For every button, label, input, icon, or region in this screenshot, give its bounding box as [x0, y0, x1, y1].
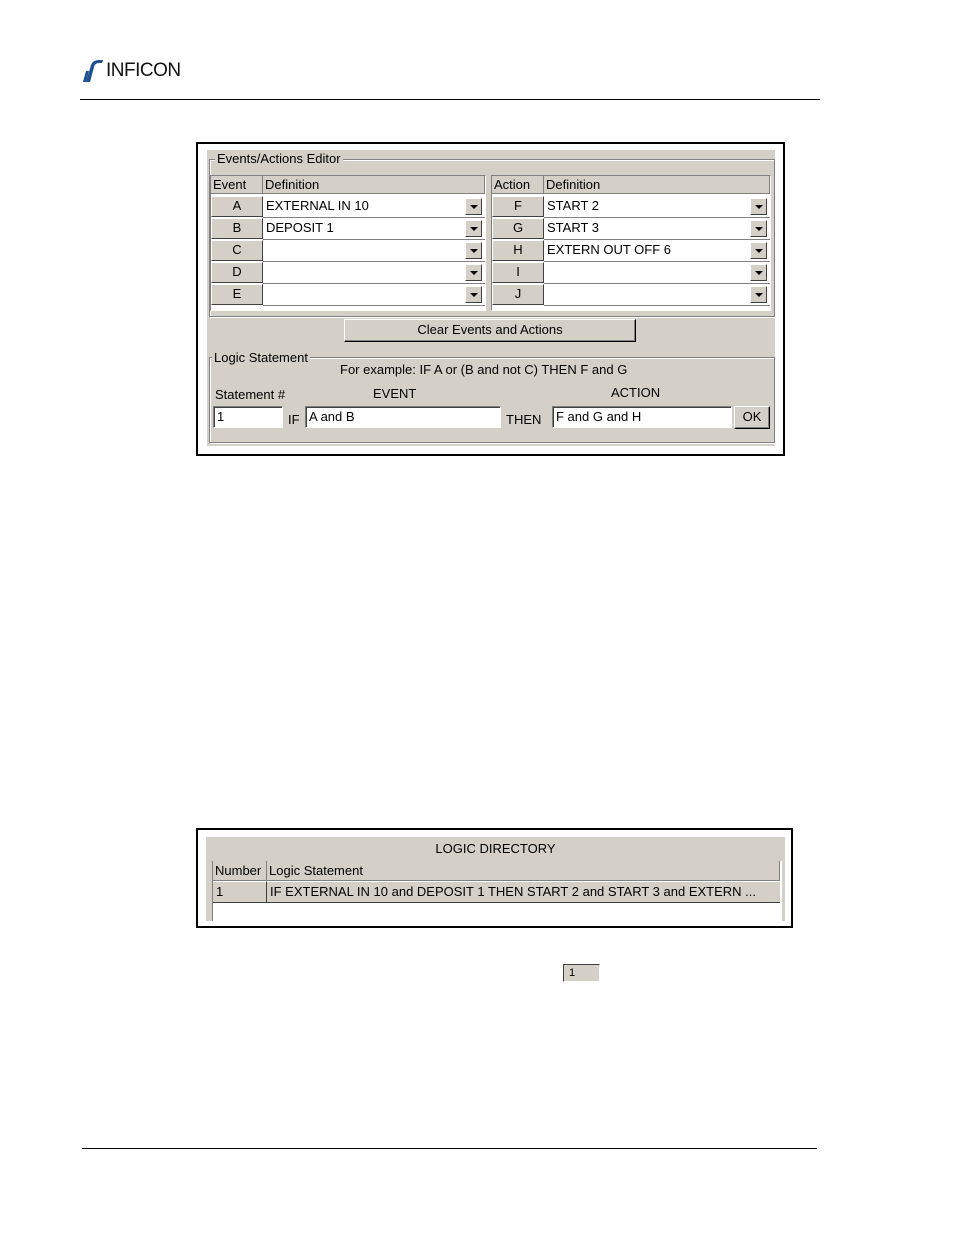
then-label: THEN: [506, 412, 542, 427]
chevron-down-icon[interactable]: [750, 264, 767, 281]
event-row-label[interactable]: C: [211, 240, 263, 261]
logic-statement-title: Logic Statement: [214, 350, 308, 365]
event-expression-input[interactable]: A and B: [305, 406, 501, 428]
logic-directory-table: [212, 861, 782, 921]
action-label: ACTION: [611, 385, 661, 400]
page-indicator: 1: [563, 964, 600, 982]
actions-col-action: Action: [492, 176, 544, 194]
chevron-down-icon[interactable]: [465, 242, 482, 259]
event-row-label[interactable]: A: [211, 196, 263, 217]
footer-rule: [82, 1148, 817, 1149]
inficon-logo-icon: [82, 59, 104, 83]
directory-row-number[interactable]: 1: [213, 881, 267, 903]
directory-col-number: Number: [213, 861, 267, 881]
event-label: EVENT: [373, 386, 417, 401]
statement-number-input[interactable]: 1: [213, 406, 283, 428]
action-definition-select[interactable]: [544, 262, 770, 284]
action-definition-select[interactable]: [544, 284, 770, 306]
chevron-down-icon[interactable]: [465, 286, 482, 303]
logic-directory-figure: [196, 828, 793, 928]
action-row-label[interactable]: J: [492, 284, 544, 305]
brand-name: INFICON: [106, 60, 181, 81]
action-row-label[interactable]: H: [492, 240, 544, 261]
action-definition-select[interactable]: EXTERN OUT OFF 6: [544, 240, 770, 262]
directory-row-statement[interactable]: IF EXTERNAL IN 10 and DEPOSIT 1 THEN START 2 and START 3 and EXTERN ...: [267, 881, 780, 903]
header-rule: [80, 99, 820, 100]
events-col-definition: Definition: [263, 176, 485, 194]
chevron-down-icon[interactable]: [750, 198, 767, 215]
statement-number-label: Statement #: [215, 387, 286, 402]
logic-example-text: For example: IF A or (B and not C) THEN F and G: [340, 362, 628, 377]
editor-group-title: Events/Actions Editor: [217, 151, 341, 166]
action-definition-select[interactable]: START 2: [544, 196, 770, 218]
chevron-down-icon[interactable]: [750, 242, 767, 259]
event-definition-select[interactable]: [263, 240, 485, 262]
events-col-event: Event: [211, 176, 263, 194]
action-row-label[interactable]: G: [492, 218, 544, 239]
logic-directory-title: LOGIC DIRECTORY: [435, 841, 556, 856]
logic-directory-window: [206, 837, 785, 921]
ok-button[interactable]: OK: [734, 406, 770, 429]
events-actions-editor-figure: [196, 142, 785, 456]
event-definition-select[interactable]: [263, 284, 485, 306]
actions-col-definition: Definition: [544, 176, 770, 194]
event-definition-select[interactable]: DEPOSIT 1: [263, 218, 485, 240]
actions-grid: [491, 175, 771, 311]
chevron-down-icon[interactable]: [465, 264, 482, 281]
action-definition-select[interactable]: START 3: [544, 218, 770, 240]
action-row-label[interactable]: F: [492, 196, 544, 217]
action-expression-input[interactable]: F and G and H: [552, 406, 732, 428]
event-definition-select[interactable]: [263, 262, 485, 284]
event-definition-select[interactable]: EXTERNAL IN 10: [263, 196, 485, 218]
events-grid: [210, 175, 486, 311]
chevron-down-icon[interactable]: [465, 198, 482, 215]
events-actions-editor-window: [207, 150, 775, 446]
chevron-down-icon[interactable]: [750, 286, 767, 303]
inficon-logo: [82, 58, 181, 84]
event-row-label[interactable]: B: [211, 218, 263, 239]
action-row-label[interactable]: I: [492, 262, 544, 283]
event-row-label[interactable]: E: [211, 284, 263, 305]
event-row-label[interactable]: D: [211, 262, 263, 283]
directory-col-statement: Logic Statement: [267, 861, 780, 881]
if-label: IF: [288, 412, 300, 427]
clear-events-actions-button[interactable]: Clear Events and Actions: [344, 319, 636, 342]
chevron-down-icon[interactable]: [750, 220, 767, 237]
chevron-down-icon[interactable]: [465, 220, 482, 237]
